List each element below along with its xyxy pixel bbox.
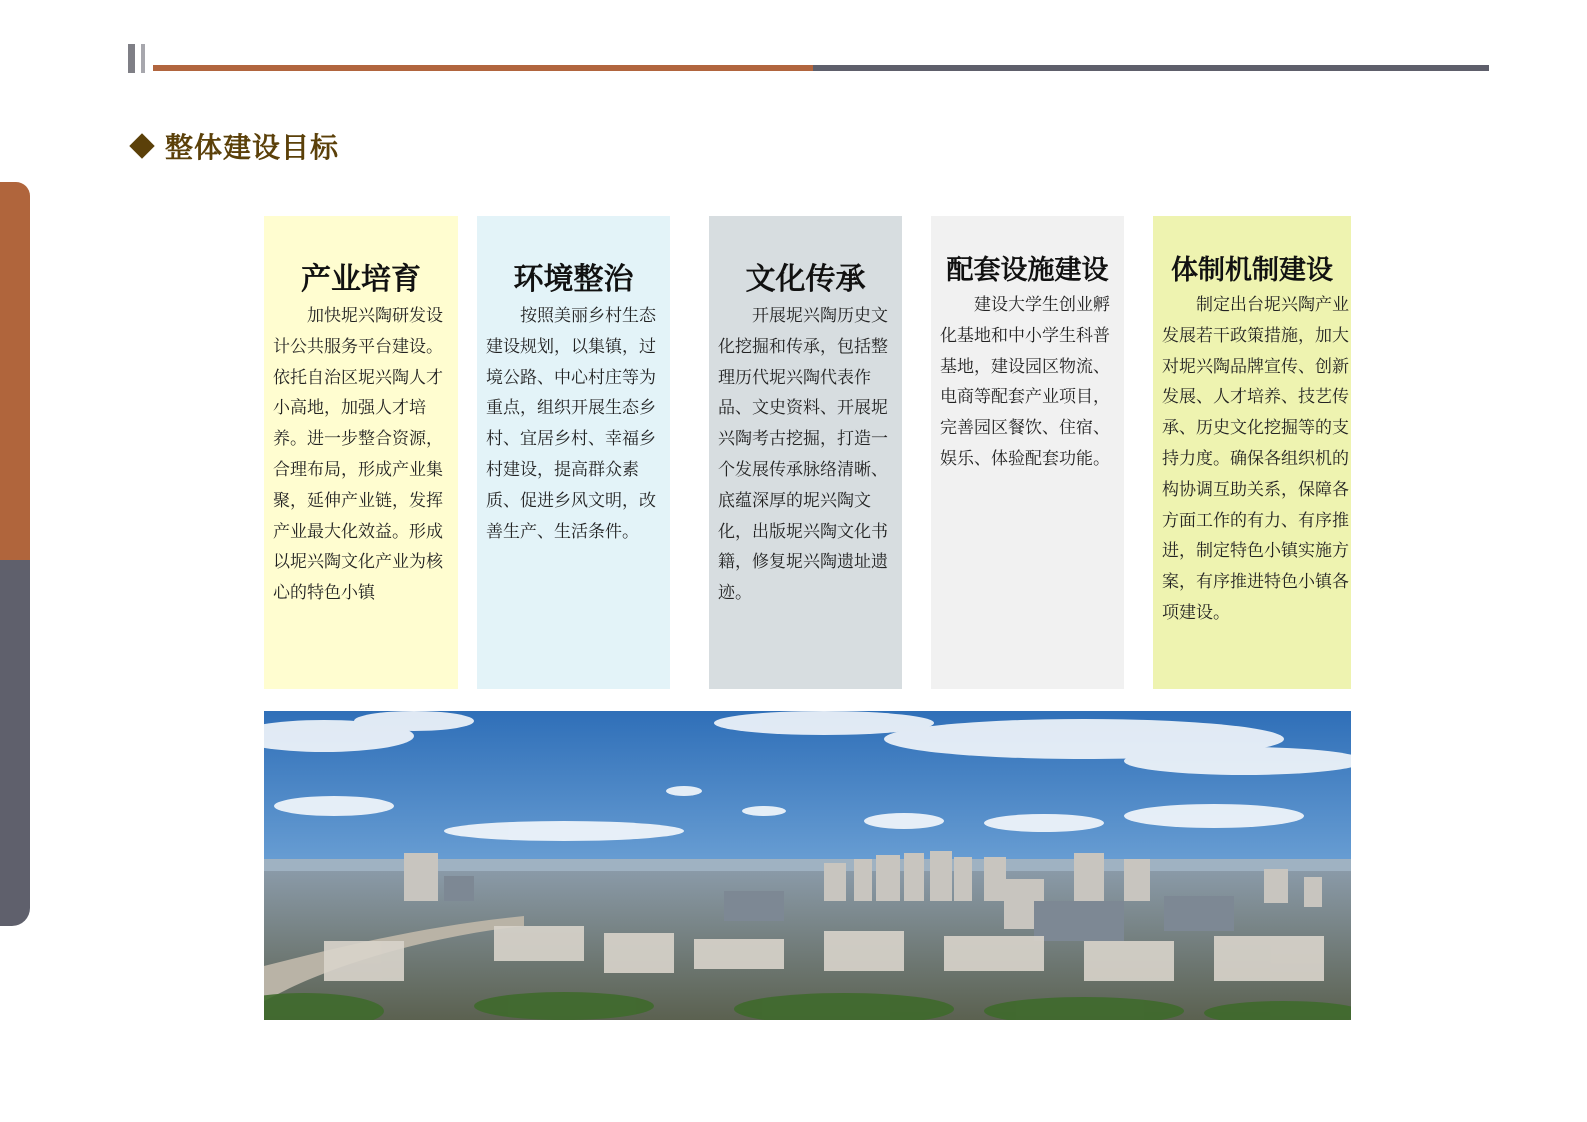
side-tab (0, 182, 30, 926)
side-tab-gray (0, 560, 30, 926)
goal-column-culture (709, 216, 902, 689)
goal-title: 产业培育 (301, 262, 421, 297)
goal-column-institutions (1153, 216, 1351, 689)
goal-text: 加快坭兴陶研发设计公共服务平台建设。依托自治区坭兴陶人才小高地，加强人才培养。进一步整合资源，合理布局，形成产业集聚，延伸产业链，发挥产业最大化效益。形成以坭兴陶文化产业为核心的特色小镇 (273, 306, 443, 604)
goal-text: 制定出台坭兴陶产业发展若干政策措施，加大对坭兴陶品牌宣传、创新发展、人才培养、技艺传承、历史文化挖掘等的支持力度。确保各组织机的构协调互助关系，保障各方面工作的有力、有序推进，制定特色小镇实施方案，有序推进特色小镇各项建设。 (1162, 295, 1349, 623)
goal-title: 环境整治 (513, 262, 634, 297)
page-title: 整体建设目标 (165, 131, 340, 164)
side-tab-brown (0, 182, 30, 560)
header-mark-thin (141, 44, 145, 73)
header-rule-gray (813, 65, 1489, 71)
goal-text: 按照美丽乡村生态建设规划，以集镇，过境公路、中心村庄等为重点，组织开展生态乡村、宜居乡村、幸福乡村建设，提高群众素质、促进乡风文明，改善生产、生活条件。 (486, 306, 656, 542)
goal-title: 文化传承 (745, 262, 866, 297)
goal-title: 配套设施建设 (946, 255, 1109, 286)
diamond-bullet-icon (129, 133, 154, 158)
goal-column-environment (477, 216, 670, 689)
header-mark-thick (128, 44, 135, 73)
goal-text: 开展坭兴陶历史文化挖掘和传承，包括整理历代坭兴陶代表作品、文史资料、开展坭兴陶考古挖掘，打造一个发展传承脉络清晰、底蕴深厚的坭兴陶文化，出版坭兴陶文化书籍，修复坭兴陶遗址遗迹。 (718, 306, 888, 604)
goal-text: 建设大学生创业孵化基地和中小学生科普基地，建设园区物流、电商等配套产业项目，完善园区餐饮、住宿、娱乐、体验配套功能。 (940, 295, 1110, 469)
goal-title: 体制机制建设 (1171, 255, 1333, 286)
city-panorama-image (264, 711, 1351, 1020)
section-heading (130, 126, 339, 166)
goal-column-facilities (931, 216, 1124, 689)
goal-column-industry (264, 216, 458, 689)
header-rule-brown (153, 65, 813, 71)
